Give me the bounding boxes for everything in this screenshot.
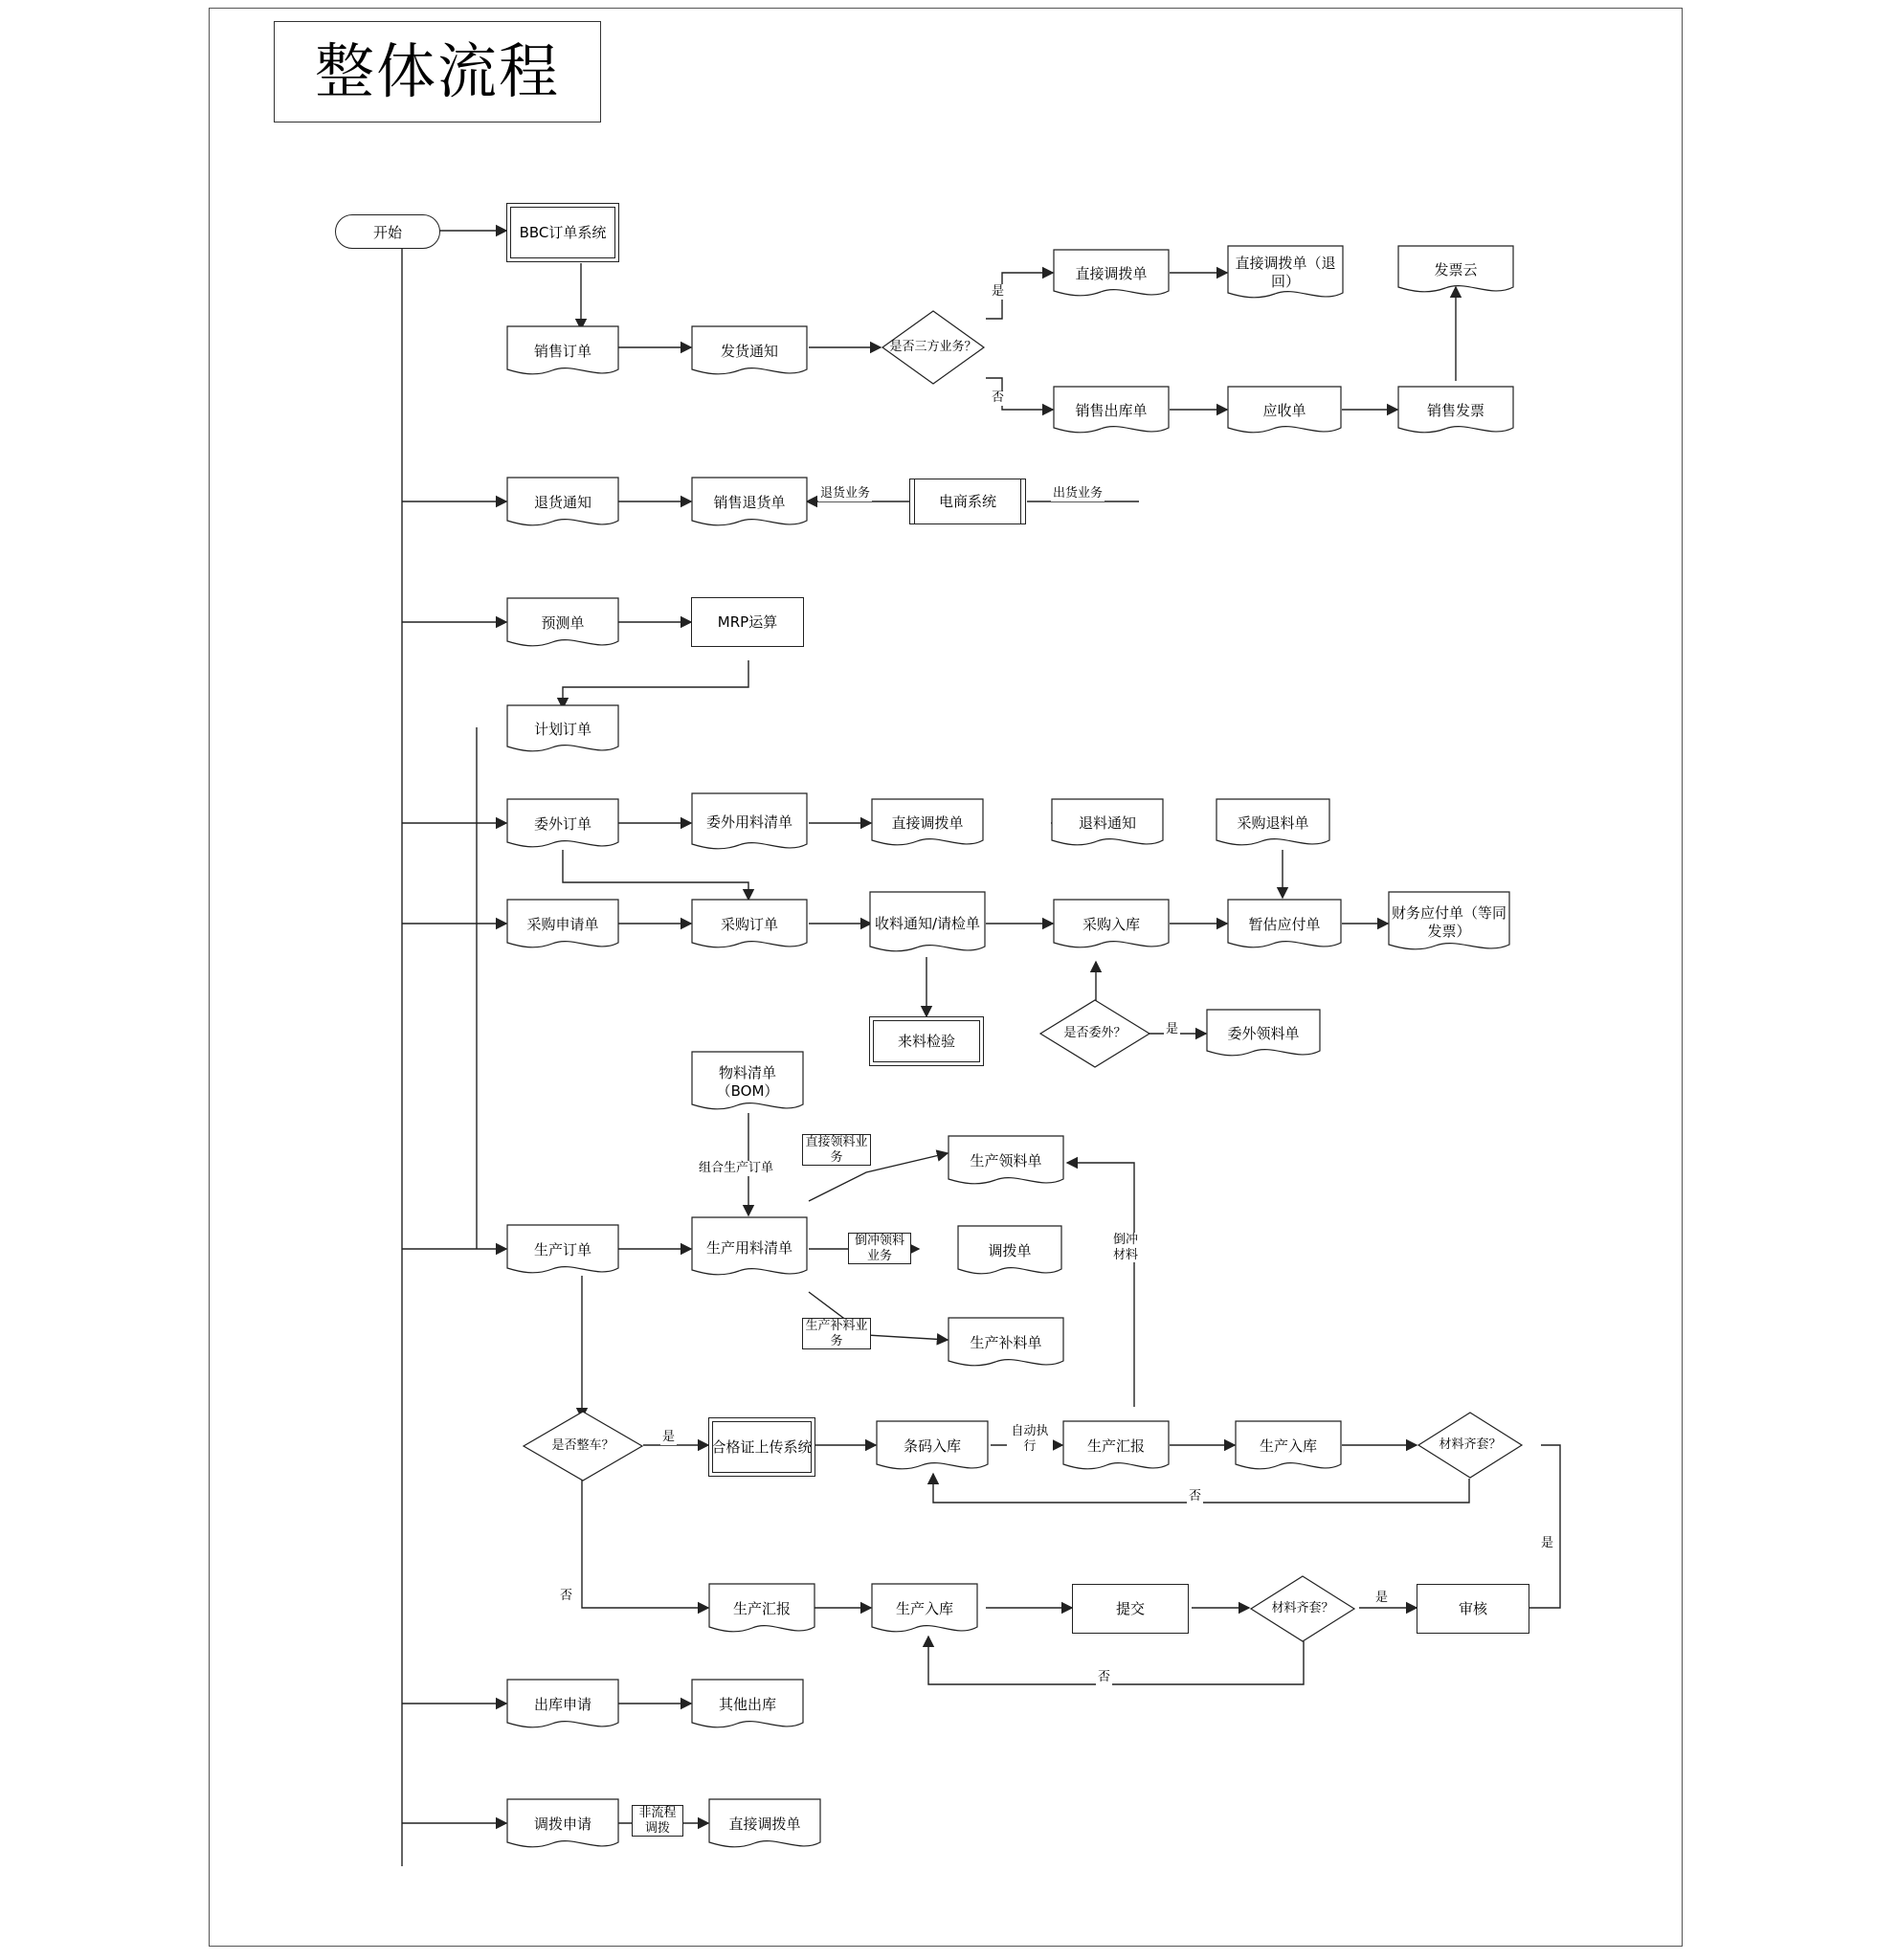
edge-label-no-full-truck: 否 — [560, 1589, 573, 1603]
node-estimated-payable-label: 暂估应付单 — [1248, 915, 1321, 933]
node-return-notice[interactable] — [506, 477, 619, 528]
node-direct-transfer-3[interactable] — [708, 1798, 821, 1850]
node-start-label: 开始 — [372, 223, 402, 241]
edge-label-yes-material-ready: 是 — [1541, 1536, 1554, 1550]
node-receive-notice-inspect[interactable] — [869, 891, 986, 956]
node-sales-order-label: 销售订单 — [533, 342, 591, 360]
edge-label-no-material-ready-2: 否 — [1098, 1670, 1111, 1684]
edge-label-combine-production-order: 组合生产订单 — [699, 1161, 774, 1175]
node-purchase-request-label: 采购申请单 — [526, 915, 599, 933]
node-bbc-order-system[interactable] — [506, 203, 619, 262]
node-purchase-return[interactable] — [1216, 798, 1330, 848]
node-production-order-label: 生产订单 — [533, 1240, 591, 1258]
node-is-full-truck-label: 是否整车？ — [551, 1438, 614, 1454]
node-mrp[interactable] — [691, 597, 804, 647]
node-sales-outbound[interactable] — [1053, 386, 1170, 435]
node-direct-transfer-3-label: 直接调拨单 — [728, 1815, 801, 1833]
node-production-supplement[interactable] — [948, 1317, 1064, 1369]
node-outsource-material-list-label: 委外用料清单 — [705, 813, 792, 831]
node-production-issue[interactable] — [948, 1135, 1064, 1187]
node-sales-outbound-label: 销售出库单 — [1075, 401, 1148, 419]
page-title: 整体流程 — [314, 36, 560, 106]
node-delivery-notice[interactable] — [691, 325, 808, 377]
node-outsource-order[interactable] — [506, 798, 619, 850]
node-production-inbound-2[interactable] — [871, 1583, 978, 1635]
node-submit-label: 提交 — [1115, 1599, 1145, 1617]
edge-label-ship-business: 出货业务 — [1053, 486, 1104, 501]
node-direct-transfer-return[interactable] — [1227, 245, 1344, 301]
node-purchase-order[interactable] — [691, 899, 808, 950]
node-outbound-request[interactable] — [506, 1679, 619, 1730]
node-sales-invoice-label: 销售发票 — [1426, 401, 1484, 419]
node-bbc-order-system-label: BBC订单系统 — [519, 223, 607, 241]
node-production-material-list-label: 生产用料清单 — [705, 1238, 792, 1257]
node-ecommerce-system[interactable] — [909, 479, 1026, 524]
node-production-inbound[interactable] — [1235, 1420, 1342, 1472]
node-transfer-order[interactable] — [957, 1225, 1062, 1277]
node-sales-invoice[interactable] — [1397, 386, 1514, 435]
node-bom[interactable] — [691, 1051, 804, 1114]
node-outsource-issue-label: 委外领料单 — [1227, 1024, 1300, 1042]
node-plan-order[interactable] — [506, 704, 619, 754]
node-is-outsource[interactable] — [1038, 998, 1151, 1069]
node-receive-notice-inspect-label: 收料通知/请检单 — [874, 914, 981, 932]
node-production-order[interactable] — [506, 1224, 619, 1276]
edge-label-backflush-issue-business: 倒冲领料业务 — [848, 1233, 911, 1264]
node-receivable-label: 应收单 — [1262, 401, 1306, 419]
node-is-third-party-label: 是否三方业务？ — [889, 340, 977, 355]
node-is-full-truck[interactable] — [522, 1410, 644, 1482]
node-estimated-payable[interactable] — [1227, 899, 1342, 950]
edge-label-yes-outsource: 是 — [1166, 1022, 1179, 1036]
node-ecommerce-system-label: 电商系统 — [938, 492, 996, 510]
node-direct-transfer-label: 直接调拨单 — [1075, 264, 1148, 282]
node-barcode-inbound-label: 条码入库 — [903, 1437, 961, 1455]
node-invoice-cloud[interactable] — [1397, 245, 1514, 295]
node-outsource-order-label: 委外订单 — [533, 814, 591, 833]
node-production-report-label: 生产汇报 — [1086, 1437, 1145, 1455]
node-is-outsource-label: 是否委外？ — [1063, 1026, 1127, 1041]
edge-label-yes-third-party: 是 — [992, 284, 1005, 299]
node-purchase-order-label: 采购订单 — [720, 915, 778, 933]
node-invoice-cloud-label: 发票云 — [1434, 260, 1478, 278]
node-other-outbound[interactable] — [691, 1679, 804, 1730]
node-receivable[interactable] — [1227, 386, 1342, 435]
node-finance-payable[interactable] — [1388, 891, 1510, 954]
node-purchase-inbound[interactable] — [1053, 899, 1170, 950]
diagram-title-box — [274, 21, 601, 122]
node-material-ready-label: 材料齐套？ — [1439, 1437, 1502, 1453]
node-bom-label: 物料清单（BOM） — [716, 1064, 779, 1100]
node-material-ready-2-label: 材料齐套？ — [1271, 1601, 1334, 1616]
node-production-issue-label: 生产领料单 — [970, 1151, 1042, 1169]
edge-label-direct-issue-business: 直接领料业务 — [802, 1134, 871, 1166]
edge-label-no-material-ready: 否 — [1189, 1489, 1202, 1503]
node-production-inbound-2-label: 生产入库 — [895, 1599, 953, 1617]
edge-label-no-third-party: 否 — [992, 390, 1005, 405]
node-direct-transfer[interactable] — [1053, 249, 1170, 299]
node-outbound-request-label: 出库申请 — [533, 1695, 591, 1713]
node-transfer-request[interactable] — [506, 1798, 619, 1850]
node-purchase-inbound-label: 采购入库 — [1082, 915, 1140, 933]
diagram-frame — [209, 8, 1683, 1947]
node-material-ready[interactable] — [1417, 1411, 1524, 1480]
node-sales-return[interactable] — [691, 477, 808, 528]
node-production-report[interactable] — [1062, 1420, 1170, 1472]
node-material-return-notice[interactable] — [1051, 798, 1164, 848]
node-material-ready-2[interactable] — [1249, 1574, 1356, 1643]
node-cert-upload-system-label: 合格证上传系统 — [711, 1437, 813, 1456]
node-sales-order[interactable] — [506, 325, 619, 377]
edge-label-yes-material-ready-2: 是 — [1375, 1591, 1389, 1605]
edge-label-auto-exec: 自动执行 — [1007, 1424, 1053, 1454]
node-production-inbound-label: 生产入库 — [1259, 1437, 1317, 1455]
node-submit[interactable] — [1072, 1584, 1189, 1634]
node-production-supplement-label: 生产补料单 — [970, 1333, 1042, 1351]
node-outsource-material-list[interactable] — [691, 792, 808, 852]
node-outsource-issue[interactable] — [1206, 1009, 1321, 1058]
node-purchase-return-label: 采购退料单 — [1237, 813, 1309, 832]
node-transfer-order-label: 调拨单 — [988, 1241, 1032, 1259]
node-direct-transfer-2[interactable] — [871, 798, 984, 848]
node-production-material-list[interactable] — [691, 1216, 808, 1280]
node-audit-label: 审核 — [1458, 1599, 1487, 1617]
node-audit[interactable] — [1417, 1584, 1529, 1634]
node-incoming-inspection[interactable] — [869, 1016, 984, 1066]
node-finance-payable-label: 财务应付单（等同发票） — [1392, 904, 1507, 940]
node-start[interactable] — [335, 214, 440, 249]
node-barcode-inbound[interactable] — [876, 1420, 989, 1472]
node-cert-upload-system[interactable] — [708, 1417, 815, 1477]
node-forecast-order-label: 预测单 — [541, 613, 585, 632]
node-is-third-party[interactable] — [881, 309, 986, 386]
edge-label-production-supplement-business: 生产补料业务 — [802, 1318, 871, 1349]
node-direct-transfer-return-label: 直接调拨单（退回） — [1235, 255, 1336, 290]
node-production-report-2[interactable] — [708, 1583, 815, 1635]
node-transfer-request-label: 调拨申请 — [533, 1815, 591, 1833]
node-mrp-label: MRP运算 — [717, 612, 778, 631]
node-return-notice-label: 退货通知 — [533, 493, 591, 511]
edge-label-yes-full-truck: 是 — [662, 1430, 676, 1444]
edge-label-return-business: 退货业务 — [820, 486, 871, 501]
edge-label-non-flow-transfer: 非流程调拨 — [632, 1805, 683, 1837]
node-delivery-notice-label: 发货通知 — [720, 342, 778, 360]
node-sales-return-label: 销售退货单 — [713, 493, 786, 511]
node-plan-order-label: 计划订单 — [533, 720, 591, 738]
node-other-outbound-label: 其他出库 — [718, 1695, 776, 1713]
node-direct-transfer-2-label: 直接调拨单 — [891, 813, 964, 832]
node-production-report-2-label: 生产汇报 — [732, 1599, 791, 1617]
node-incoming-inspection-label: 来料检验 — [897, 1032, 955, 1050]
node-forecast-order[interactable] — [506, 597, 619, 649]
edge-label-backflush-material: 倒冲材料 — [1108, 1233, 1143, 1262]
node-material-return-notice-label: 退料通知 — [1078, 813, 1136, 832]
node-purchase-request[interactable] — [506, 899, 619, 950]
